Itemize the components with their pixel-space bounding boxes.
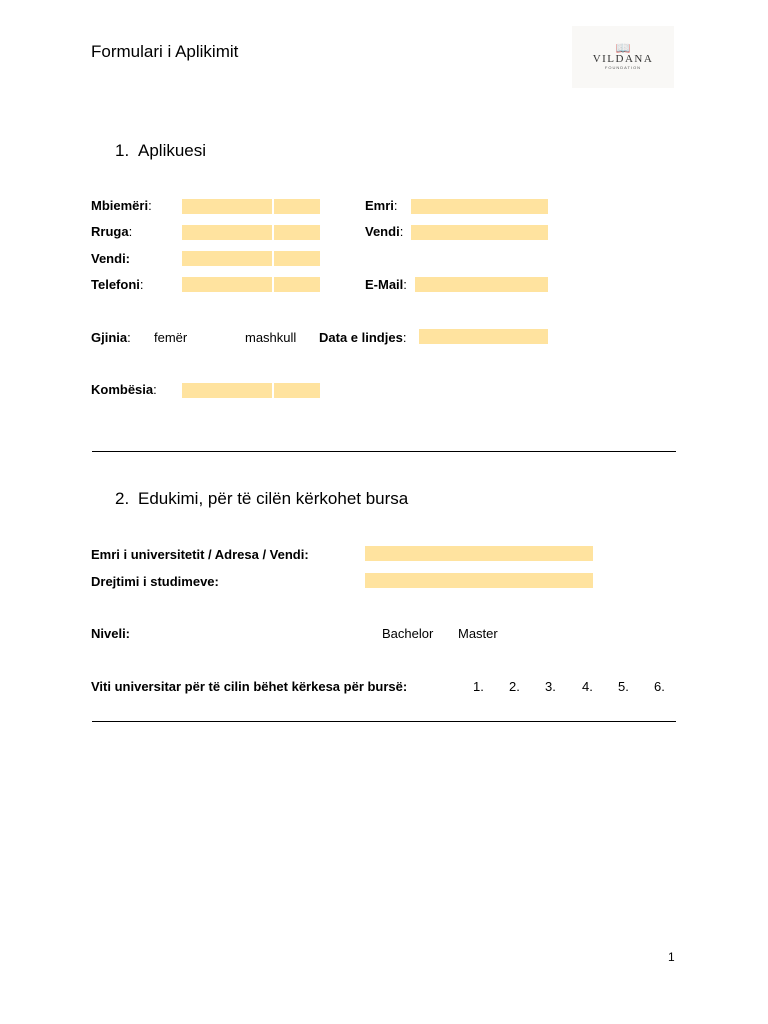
- level-label: Niveli:: [91, 626, 131, 641]
- year-option-5[interactable]: 5.: [618, 679, 629, 694]
- section-end-divider: [92, 721, 676, 722]
- section-1-number: 1.: [115, 141, 130, 160]
- page-number: 1: [668, 950, 675, 964]
- section-2-heading: Edukimi, për të cilën kërkohet bursa: [138, 489, 409, 508]
- university-field[interactable]: [365, 546, 593, 561]
- year-option-4[interactable]: 4.: [582, 679, 593, 694]
- year-option-1[interactable]: 1.: [473, 679, 484, 694]
- study-field-field[interactable]: [365, 573, 593, 588]
- email-label: E-Mail:: [365, 277, 407, 292]
- section-divider: [92, 451, 676, 452]
- logo: [572, 26, 674, 88]
- section-2-title: [115, 489, 408, 509]
- study-field-label: Drejtimi i studimeve:: [91, 574, 219, 589]
- surname-label: Mbiemëri:: [91, 198, 152, 213]
- street-label: Rruga:: [91, 224, 133, 239]
- level-option-bachelor[interactable]: Bachelor: [382, 626, 434, 641]
- first-name-label: Emri:: [365, 198, 398, 213]
- document-title: Formulari i Aplikimit: [91, 42, 239, 61]
- year-option-2[interactable]: 2.: [509, 679, 520, 694]
- section-1-heading: Aplikuesi: [138, 141, 207, 160]
- country-field[interactable]: [411, 225, 548, 240]
- section-1-title: [115, 141, 206, 161]
- email-field[interactable]: [415, 277, 548, 292]
- first-name-field[interactable]: [411, 199, 548, 214]
- street-field[interactable]: [182, 225, 320, 240]
- birthdate-label: Data e lindjes:: [319, 330, 407, 345]
- nationality-field[interactable]: [182, 383, 320, 398]
- open-book-icon: 📖: [615, 41, 631, 55]
- birthdate-field[interactable]: [419, 329, 548, 344]
- phone-label: Telefoni:: [91, 277, 144, 292]
- gender-option-male[interactable]: mashkull: [245, 330, 297, 345]
- year-option-3[interactable]: 3.: [545, 679, 556, 694]
- gender-label: Gjinia:: [91, 330, 131, 345]
- gender-option-female[interactable]: femër: [154, 330, 188, 345]
- year-option-6[interactable]: 6.: [654, 679, 665, 694]
- section-2-number: 2.: [115, 489, 130, 508]
- level-option-master[interactable]: Master: [458, 626, 498, 641]
- logo-subtitle: FOUNDATION: [604, 65, 642, 70]
- surname-field[interactable]: [182, 199, 320, 214]
- year-label: Viti universitar për të cilin bëhet kërkesa për bursë:: [91, 679, 408, 694]
- phone-field[interactable]: [182, 277, 320, 292]
- nationality-label: Kombësia:: [91, 382, 157, 397]
- city-label: Vendi:: [91, 251, 131, 266]
- university-label: Emri i universitetit / Adresa / Vendi:: [91, 547, 309, 562]
- logo-name: VILDANA: [592, 53, 654, 65]
- country-label: Vendi:: [365, 224, 404, 239]
- city-field[interactable]: [182, 251, 320, 266]
